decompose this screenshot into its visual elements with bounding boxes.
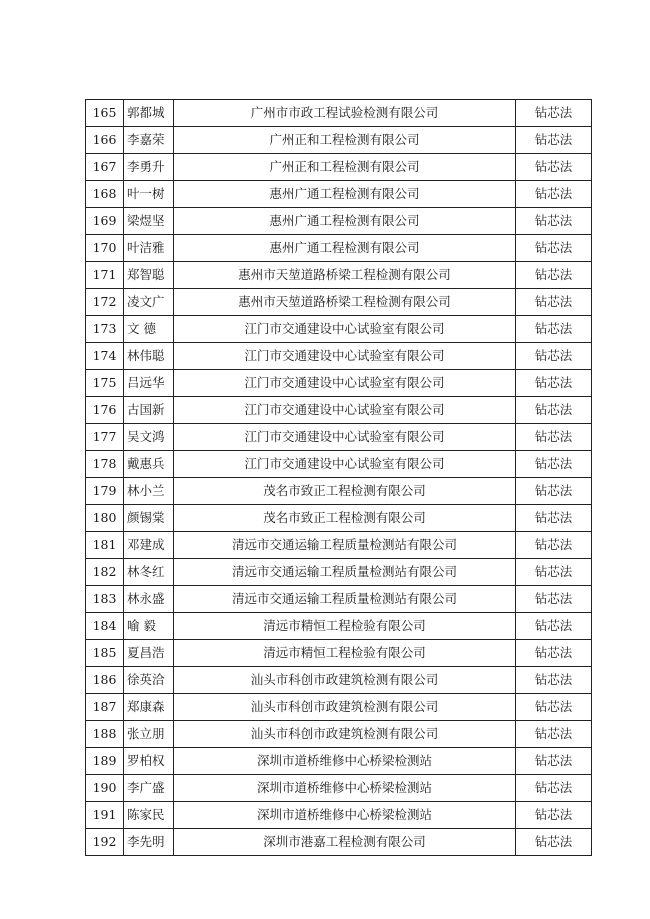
company-name: 茂名市致正工程检测有限公司 xyxy=(174,478,516,505)
test-method: 钻芯法 xyxy=(516,829,592,856)
company-name: 江门市交通建设中心试验室有限公司 xyxy=(174,370,516,397)
row-number: 190 xyxy=(86,775,124,802)
person-name: 颜锡棠 xyxy=(124,505,174,532)
test-method: 钻芯法 xyxy=(516,451,592,478)
company-name: 汕头市科创市政建筑检测有限公司 xyxy=(174,694,516,721)
company-name: 广州市市政工程试验检测有限公司 xyxy=(174,100,516,127)
company-name: 汕头市科创市政建筑检测有限公司 xyxy=(174,721,516,748)
table-row xyxy=(86,694,592,721)
person-name: 古国新 xyxy=(124,397,174,424)
person-name: 叶洁雅 xyxy=(124,235,174,262)
person-name: 林小兰 xyxy=(124,478,174,505)
row-number: 192 xyxy=(86,829,124,856)
table-row xyxy=(86,721,592,748)
row-number: 166 xyxy=(86,127,124,154)
test-method: 钻芯法 xyxy=(516,640,592,667)
test-method: 钻芯法 xyxy=(516,235,592,262)
row-number: 180 xyxy=(86,505,124,532)
test-method: 钻芯法 xyxy=(516,154,592,181)
row-number: 188 xyxy=(86,721,124,748)
company-name: 深圳市道桥维修中心桥梁检测站 xyxy=(174,775,516,802)
table-row xyxy=(86,613,592,640)
table-row xyxy=(86,127,592,154)
test-method: 钻芯法 xyxy=(516,505,592,532)
company-name: 广州正和工程检测有限公司 xyxy=(174,127,516,154)
row-number: 191 xyxy=(86,802,124,829)
test-method: 钻芯法 xyxy=(516,100,592,127)
test-method: 钻芯法 xyxy=(516,802,592,829)
company-name: 汕头市科创市政建筑检测有限公司 xyxy=(174,667,516,694)
test-method: 钻芯法 xyxy=(516,289,592,316)
company-name: 清远市交通运输工程质量检测站有限公司 xyxy=(174,559,516,586)
test-method: 钻芯法 xyxy=(516,478,592,505)
row-number: 175 xyxy=(86,370,124,397)
company-name: 茂名市致正工程检测有限公司 xyxy=(174,505,516,532)
person-name: 陈家民 xyxy=(124,802,174,829)
row-number: 176 xyxy=(86,397,124,424)
test-method: 钻芯法 xyxy=(516,208,592,235)
table-row xyxy=(86,181,592,208)
row-number: 165 xyxy=(86,100,124,127)
test-method: 钻芯法 xyxy=(516,532,592,559)
company-name: 清远市精恒工程检验有限公司 xyxy=(174,613,516,640)
row-number: 184 xyxy=(86,613,124,640)
person-name: 李先明 xyxy=(124,829,174,856)
person-name: 李广盛 xyxy=(124,775,174,802)
table-row xyxy=(86,424,592,451)
test-method: 钻芯法 xyxy=(516,181,592,208)
table-row xyxy=(86,505,592,532)
person-name: 文 德 xyxy=(124,316,174,343)
company-name: 深圳市道桥维修中心桥梁检测站 xyxy=(174,802,516,829)
company-name: 惠州市天堃道路桥梁工程检测有限公司 xyxy=(174,262,516,289)
test-method: 钻芯法 xyxy=(516,559,592,586)
row-number: 169 xyxy=(86,208,124,235)
person-name: 罗柏权 xyxy=(124,748,174,775)
test-method: 钻芯法 xyxy=(516,316,592,343)
table-row xyxy=(86,775,592,802)
test-method: 钻芯法 xyxy=(516,127,592,154)
table-row xyxy=(86,100,592,127)
table-row xyxy=(86,586,592,613)
row-number: 170 xyxy=(86,235,124,262)
test-method: 钻芯法 xyxy=(516,343,592,370)
row-number: 167 xyxy=(86,154,124,181)
person-name: 李勇升 xyxy=(124,154,174,181)
test-method: 钻芯法 xyxy=(516,586,592,613)
personnel-table xyxy=(85,99,592,856)
person-name: 戴惠兵 xyxy=(124,451,174,478)
row-number: 187 xyxy=(86,694,124,721)
table-row xyxy=(86,370,592,397)
person-name: 夏昌浩 xyxy=(124,640,174,667)
table-row xyxy=(86,262,592,289)
person-name: 吕远华 xyxy=(124,370,174,397)
row-number: 171 xyxy=(86,262,124,289)
company-name: 江门市交通建设中心试验室有限公司 xyxy=(174,451,516,478)
table-row xyxy=(86,289,592,316)
row-number: 183 xyxy=(86,586,124,613)
person-name: 徐英洽 xyxy=(124,667,174,694)
row-number: 189 xyxy=(86,748,124,775)
company-name: 惠州广通工程检测有限公司 xyxy=(174,208,516,235)
row-number: 177 xyxy=(86,424,124,451)
row-number: 181 xyxy=(86,532,124,559)
company-name: 江门市交通建设中心试验室有限公司 xyxy=(174,397,516,424)
table-row xyxy=(86,829,592,856)
test-method: 钻芯法 xyxy=(516,748,592,775)
person-name: 梁煜坚 xyxy=(124,208,174,235)
company-name: 惠州广通工程检测有限公司 xyxy=(174,235,516,262)
table-row xyxy=(86,478,592,505)
test-method: 钻芯法 xyxy=(516,424,592,451)
row-number: 179 xyxy=(86,478,124,505)
table-row xyxy=(86,640,592,667)
table-row xyxy=(86,154,592,181)
row-number: 178 xyxy=(86,451,124,478)
test-method: 钻芯法 xyxy=(516,721,592,748)
table-row xyxy=(86,802,592,829)
person-name: 张立朋 xyxy=(124,721,174,748)
row-number: 186 xyxy=(86,667,124,694)
table-row xyxy=(86,667,592,694)
person-name: 邓建成 xyxy=(124,532,174,559)
row-number: 182 xyxy=(86,559,124,586)
person-name: 郭都城 xyxy=(124,100,174,127)
table-row xyxy=(86,748,592,775)
test-method: 钻芯法 xyxy=(516,694,592,721)
test-method: 钻芯法 xyxy=(516,613,592,640)
table-row xyxy=(86,451,592,478)
company-name: 广州正和工程检测有限公司 xyxy=(174,154,516,181)
table-row xyxy=(86,397,592,424)
person-name: 林冬红 xyxy=(124,559,174,586)
test-method: 钻芯法 xyxy=(516,262,592,289)
row-number: 173 xyxy=(86,316,124,343)
company-name: 清远市精恒工程检验有限公司 xyxy=(174,640,516,667)
person-name: 林永盛 xyxy=(124,586,174,613)
row-number: 168 xyxy=(86,181,124,208)
table-row xyxy=(86,343,592,370)
test-method: 钻芯法 xyxy=(516,775,592,802)
person-name: 凌文广 xyxy=(124,289,174,316)
company-name: 深圳市道桥维修中心桥梁检测站 xyxy=(174,748,516,775)
table-row xyxy=(86,532,592,559)
person-name: 叶一树 xyxy=(124,181,174,208)
company-name: 江门市交通建设中心试验室有限公司 xyxy=(174,424,516,451)
company-name: 惠州广通工程检测有限公司 xyxy=(174,181,516,208)
person-name: 林伟聪 xyxy=(124,343,174,370)
test-method: 钻芯法 xyxy=(516,667,592,694)
company-name: 江门市交通建设中心试验室有限公司 xyxy=(174,343,516,370)
table-row xyxy=(86,235,592,262)
person-name: 吴文鸿 xyxy=(124,424,174,451)
test-method: 钻芯法 xyxy=(516,370,592,397)
person-name: 李嘉荣 xyxy=(124,127,174,154)
test-method: 钻芯法 xyxy=(516,397,592,424)
person-name: 郑智聪 xyxy=(124,262,174,289)
person-name: 郑康森 xyxy=(124,694,174,721)
row-number: 185 xyxy=(86,640,124,667)
company-name: 惠州市天堃道路桥梁工程检测有限公司 xyxy=(174,289,516,316)
table-row xyxy=(86,316,592,343)
table-row xyxy=(86,208,592,235)
company-name: 清远市交通运输工程质量检测站有限公司 xyxy=(174,586,516,613)
company-name: 江门市交通建设中心试验室有限公司 xyxy=(174,316,516,343)
person-name: 喻 毅 xyxy=(124,613,174,640)
table-row xyxy=(86,559,592,586)
row-number: 174 xyxy=(86,343,124,370)
row-number: 172 xyxy=(86,289,124,316)
company-name: 深圳市港嘉工程检测有限公司 xyxy=(174,829,516,856)
company-name: 清远市交通运输工程质量检测站有限公司 xyxy=(174,532,516,559)
